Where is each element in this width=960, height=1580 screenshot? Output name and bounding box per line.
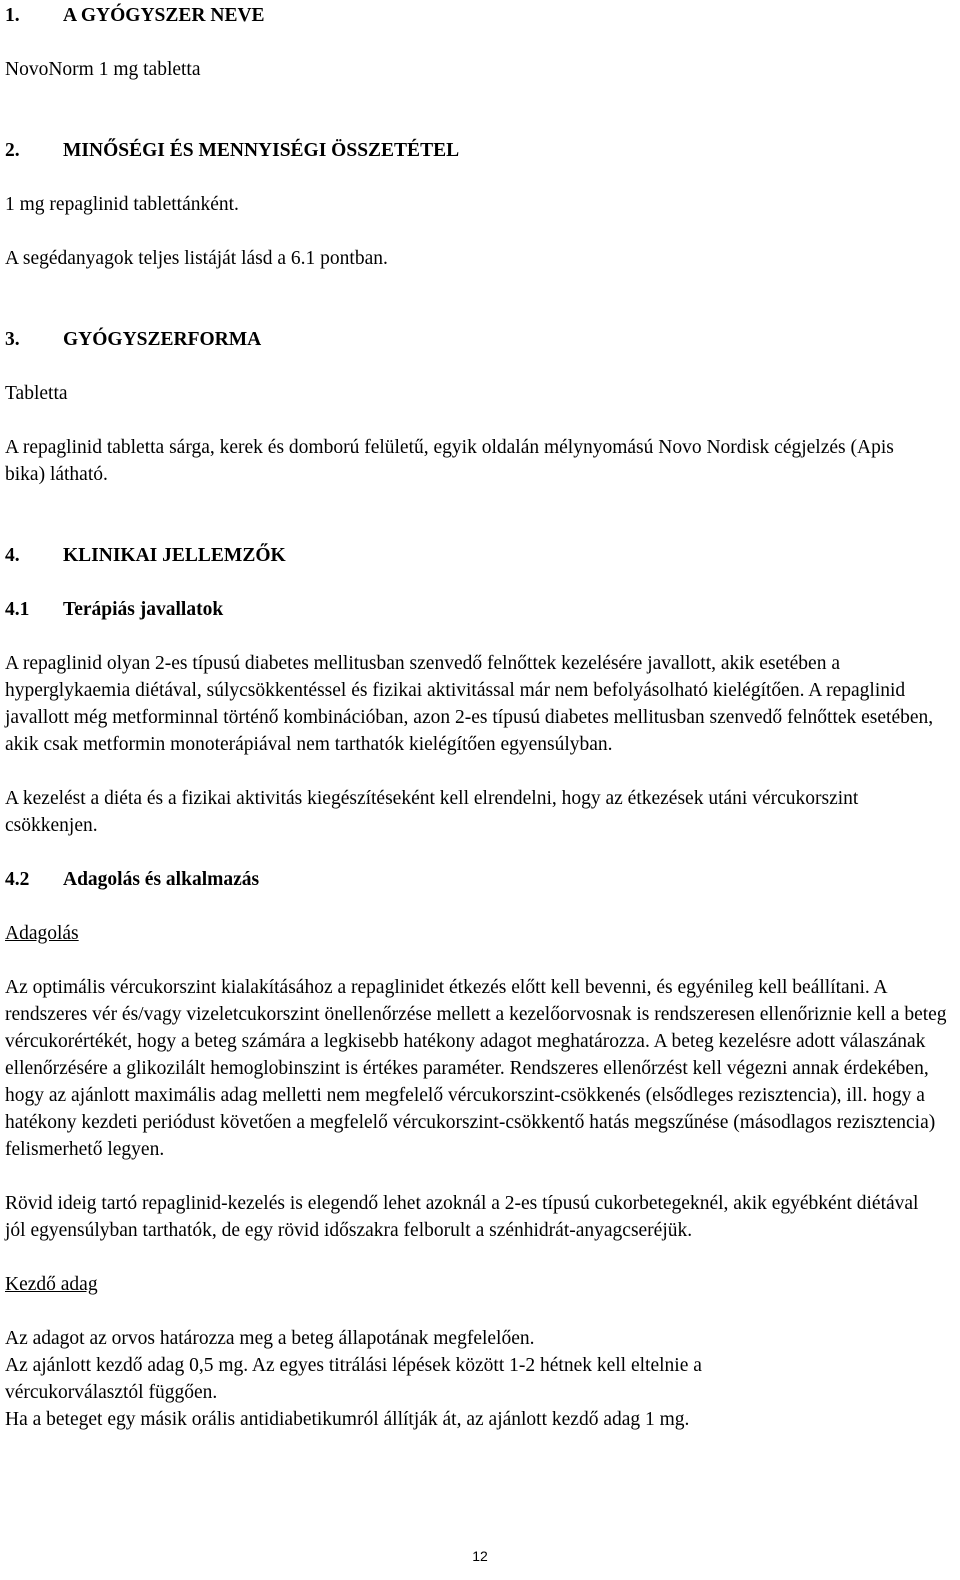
- section-number: 4.: [5, 545, 20, 566]
- document-page: [5, 2, 955, 1433]
- subheading-starting-dose: Kezdő adag: [5, 1274, 98, 1295]
- section-number: 4.1: [5, 599, 30, 620]
- section-title: MINŐSÉGI ÉS MENNYISÉGI ÖSSZETÉTEL: [63, 140, 460, 161]
- section-1-heading: [5, 2, 955, 29]
- section-4-1-heading: [5, 596, 955, 623]
- page-number: 12: [472, 1548, 488, 1564]
- line: Ha a beteget egy másik orális antidiabetikumról állítják át, az ajánlott kezdő adag 1 mg.: [5, 1409, 690, 1430]
- paragraph: A segédanyagok teljes listáját lásd a 6.1 pontban.: [5, 248, 388, 269]
- section-number: 1.: [5, 5, 20, 26]
- section-title: Terápiás javallatok: [63, 599, 224, 620]
- section-4-2-heading: [5, 866, 955, 893]
- section-3-heading: [5, 326, 955, 353]
- section-number: 2.: [5, 140, 20, 161]
- paragraph: 1 mg repaglinid tablettánként.: [5, 194, 239, 215]
- paragraph: A kezelést a diéta és a fizikai aktivitás kiegészítéseként kell elrendelni, hogy az étkezések utáni vércukorszint csökkenjen.: [5, 788, 859, 836]
- section-title: GYÓGYSZERFORMA: [63, 329, 262, 350]
- paragraph: Rövid ideig tartó repaglinid-kezelés is elegendő lehet azoknál a 2-es típusú cukorbetegeknél, akik egyébként diétával jól egyensúlyban tarthatók, de egy rövid időszakra felborult a szénhidrát-anyagcseréjük.: [5, 1193, 919, 1241]
- section-title: Adagolás és alkalmazás: [63, 869, 260, 890]
- line: Az adagot az orvos határozza meg a beteg állapotának megfelelően.: [5, 1328, 535, 1349]
- paragraph: Az optimális vércukorszint kialakításához a repaglinidet étkezés előtt kell bevenni, és egyénileg kell beállítani. A rendszeres vér és/vagy vizeletcukorszint önellenőrzése mellett a kezelőorvosnak is rendszeresen ellenőriznie kell a beteg vércukorértékét, hogy a beteg számára a legkisebb hatékony adagot meghatározza. A beteg kezelésre adott válaszának ellenőrzésére a glikozilált hemoglobinszint is értékes paraméter. Rendszeres ellenőrzést kell végezni annak érdekében, hogy az ajánlott maximális adag melletti nem megfelelő vércukorszint-csökkenés (elsődleges rezisztencia), ill. hogy a hatékony kezdeti periódust követően a megfelelő vércukorszint-csökkentő hatás megszűnése (másodlagos rezisztencia) felismerhető legyen.: [5, 977, 947, 1160]
- paragraph: Tabletta: [5, 383, 68, 404]
- section-title: A GYÓGYSZER NEVE: [63, 5, 265, 26]
- line: Az ajánlott kezdő adag 0,5 mg. Az egyes titrálási lépések között 1-2 hétnek kell eltelnie a vércukorválasztól függően.: [5, 1355, 702, 1403]
- section-number: 3.: [5, 329, 20, 350]
- product-name: NovoNorm 1 mg tabletta: [5, 59, 201, 80]
- section-number: 4.2: [5, 869, 30, 890]
- section-title: KLINIKAI JELLEMZŐK: [63, 545, 286, 566]
- paragraph: A repaglinid tabletta sárga, kerek és domború felületű, egyik oldalán mélynyomású Novo Nordisk cégjelzés (Apis bika) látható.: [5, 437, 894, 485]
- section-4-heading: [5, 542, 955, 569]
- section-2-heading: [5, 137, 955, 164]
- paragraph: A repaglinid olyan 2-es típusú diabetes mellitusban szenvedő felnőttek kezelésére javallott, akik esetében a hyperglykaemia diétával, súlycsökkentéssel és fizikai aktivitással már nem befolyásolható kielégítően. A repaglinid javallott még metforminnal történő kombinációban, azon 2-es típusú diabetes mellitusban szenvedő felnőttek esetében, akik csak metformin monoterápiával nem tarthatók kielégítően egyensúlyban.: [5, 653, 934, 755]
- subheading-dosage: Adagolás: [5, 923, 79, 944]
